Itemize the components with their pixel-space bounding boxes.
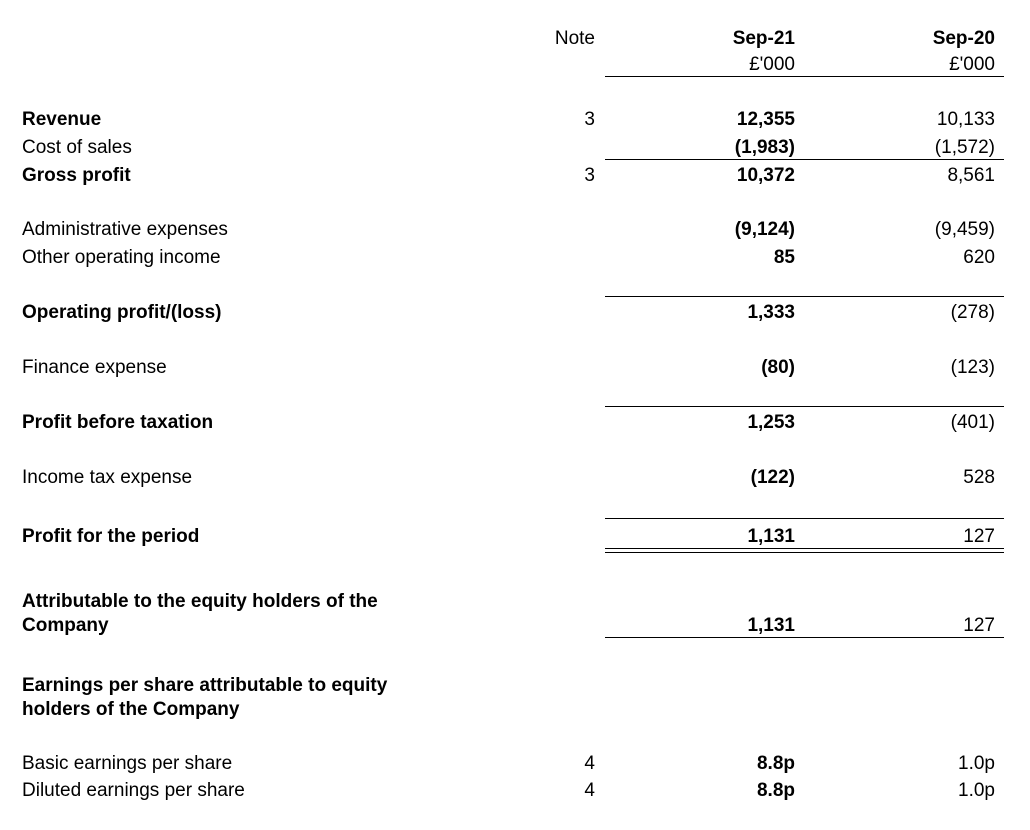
profit-before-tax-label: Profit before taxation — [22, 412, 214, 433]
diluted-eps-sep20: 1.0p — [958, 780, 995, 801]
other-income-sep21: 85 — [773, 247, 795, 268]
profit-period-sep20: 127 — [963, 526, 995, 547]
attributable-rule — [605, 637, 1004, 638]
attributable-label-line1: Attributable to the equity holders of the — [22, 591, 378, 612]
eps-heading-line1: Earnings per share attributable to equity — [22, 675, 388, 696]
finance-expense-sep20: (123) — [950, 357, 995, 378]
attributable-label-line2: Company — [22, 615, 109, 636]
finance-expense-sep21: (80) — [761, 357, 795, 378]
gross-profit-label: Gross profit — [22, 165, 131, 186]
profit-before-tax-sep21: 1,253 — [747, 412, 795, 433]
cost-of-sales-sep21: (1,983) — [734, 137, 795, 158]
profit-period-sep21: 1,131 — [747, 526, 795, 547]
admin-expenses-sep21: (9,124) — [734, 219, 795, 240]
revenue-note: 3 — [584, 109, 595, 130]
finance-expense-label: Finance expense — [22, 357, 167, 378]
double-rule-lower — [605, 552, 1004, 553]
other-income-sep20: 620 — [963, 247, 995, 268]
income-tax-sep21: (122) — [750, 467, 795, 488]
basic-eps-note: 4 — [584, 753, 595, 774]
revenue-label: Revenue — [22, 109, 102, 130]
sep21-column-header: Sep-21 — [732, 28, 795, 49]
note-column-header: Note — [554, 28, 595, 49]
diluted-eps-note: 4 — [584, 780, 595, 801]
cost-of-sales-label: Cost of sales — [22, 137, 132, 158]
profit-period-top-rule — [605, 518, 1004, 519]
diluted-eps-sep21: 8.8p — [756, 780, 795, 801]
basic-eps-sep21: 8.8p — [756, 753, 795, 774]
gross-profit-sep20: 8,561 — [947, 165, 995, 186]
double-rule-upper — [605, 548, 1004, 549]
eps-heading-line2: holders of the Company — [22, 699, 240, 720]
income-tax-sep20: 528 — [963, 467, 995, 488]
sep20-column-header: Sep-20 — [932, 28, 995, 49]
basic-eps-label: Basic earnings per share — [22, 753, 233, 774]
diluted-eps-label: Diluted earnings per share — [22, 780, 245, 801]
operating-profit-label: Operating profit/(loss) — [22, 302, 222, 323]
income-tax-label: Income tax expense — [22, 467, 193, 488]
operating-profit-rule — [605, 296, 1004, 297]
gross-profit-sep21: 10,372 — [736, 165, 795, 186]
header-rule — [605, 76, 1004, 77]
gross-profit-rule — [605, 159, 1004, 160]
operating-profit-sep20: (278) — [950, 302, 995, 323]
profit-before-tax-sep20: (401) — [950, 412, 995, 433]
attributable-sep20: 127 — [963, 615, 995, 636]
admin-expenses-label: Administrative expenses — [22, 219, 228, 240]
profit-before-tax-rule — [605, 406, 1004, 407]
revenue-sep20: 10,133 — [936, 109, 995, 130]
basic-eps-sep20: 1.0p — [958, 753, 995, 774]
profit-period-label: Profit for the period — [22, 526, 200, 547]
sep20-unit: £'000 — [949, 54, 995, 75]
sep21-unit: £'000 — [749, 54, 795, 75]
admin-expenses-sep20: (9,459) — [934, 219, 995, 240]
other-income-label: Other operating income — [22, 247, 221, 268]
gross-profit-note: 3 — [584, 165, 595, 186]
cost-of-sales-sep20: (1,572) — [934, 137, 995, 158]
operating-profit-sep21: 1,333 — [747, 302, 795, 323]
attributable-sep21: 1,131 — [747, 615, 795, 636]
revenue-sep21: 12,355 — [736, 109, 795, 130]
